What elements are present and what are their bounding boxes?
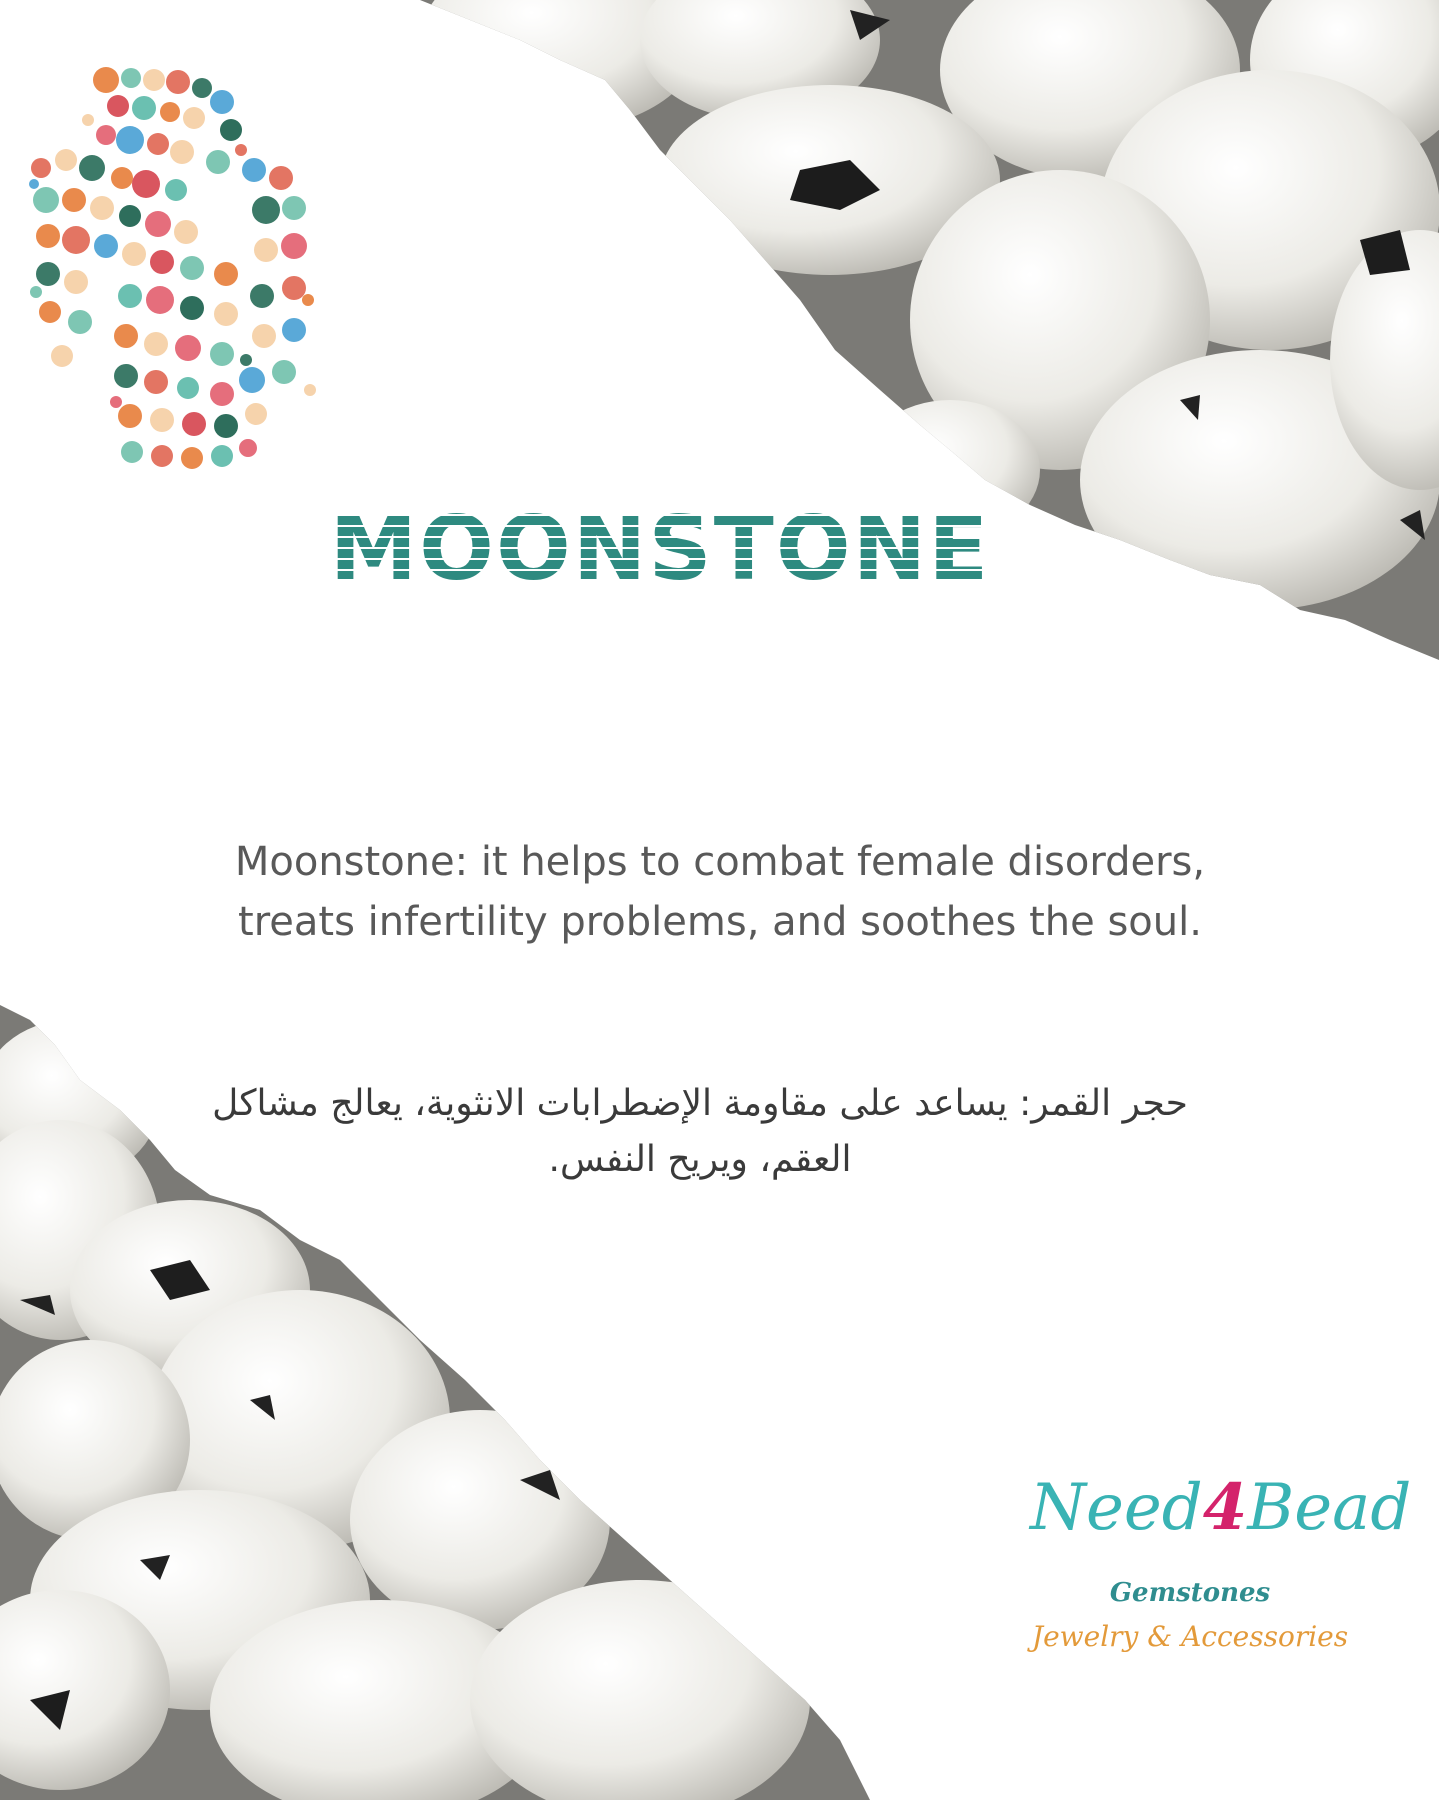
brand-name-number: 4 <box>1202 1470 1248 1545</box>
brand-tagline-jewelry: Jewelry & Accessories <box>1031 1620 1349 1653</box>
brand-logo <box>1000 1470 1412 1670</box>
description-arabic: حجر القمر: يساعد على مقاومة الإضطرابات الانثوية، يعالج مشاكل العقم، ويريح النفس. <box>212 1083 1188 1180</box>
brand-name-part2: Bead <box>1247 1471 1412 1545</box>
brand-tagline-gemstones: Gemstones <box>1109 1578 1271 1608</box>
page-title: MOONSTONE <box>300 505 1020 593</box>
monogram-dots <box>29 67 316 469</box>
brand-name-part1: Need <box>1030 1471 1203 1545</box>
description-english: Moonstone: it helps to combat female disorders, treats infertility problems, and soothes the soul. <box>234 839 1206 945</box>
dotted-monogram-logo <box>26 60 336 480</box>
brand-name <box>1030 1470 1411 1545</box>
